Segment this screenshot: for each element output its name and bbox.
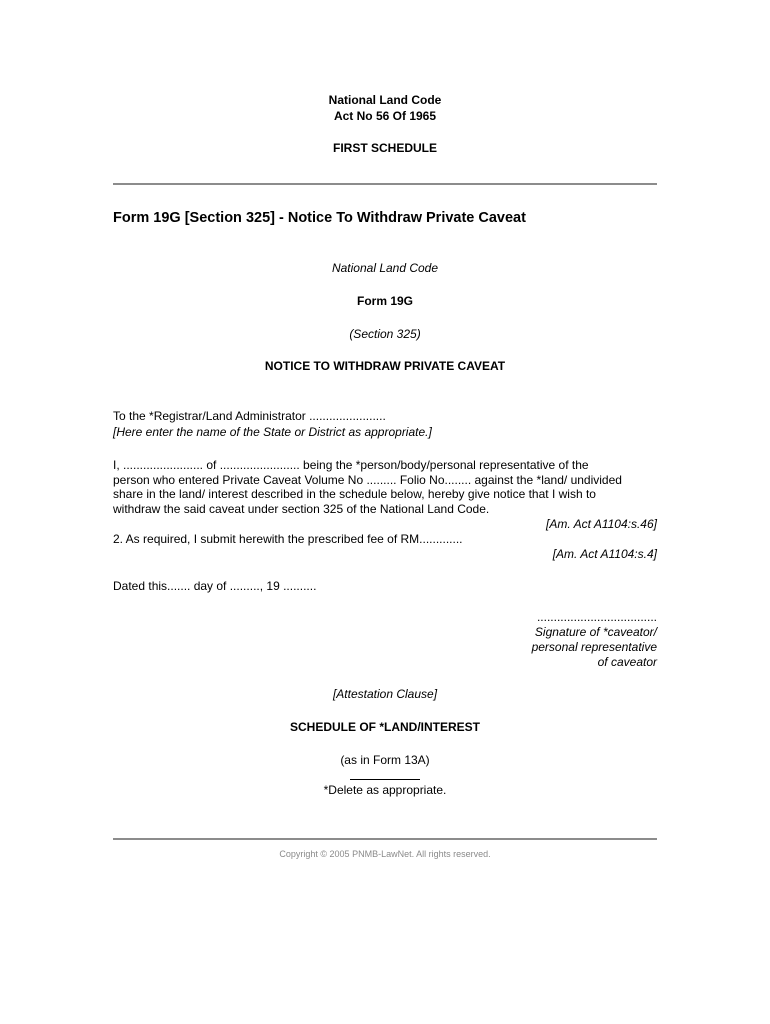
dated-line: Dated this....... day of ........., 19 ..........	[113, 579, 317, 593]
delete-note: *Delete as appropriate.	[323, 783, 447, 797]
paragraph-1-line: share in the land/ interest described in the schedule below, hereby give notice that I wish to	[113, 487, 596, 502]
paragraph-1-line: person who entered Private Caveat Volume No ......... Folio No........ against the *land/ undivided	[113, 472, 622, 487]
note-divider	[350, 779, 420, 780]
amendment-note-1: [Am. Act A1104:s.46]	[546, 517, 657, 531]
act-number: Act No 56 Of 1965	[333, 109, 437, 123]
copyright-notice: Copyright © 2005 PNMB-LawNet. All rights reserved.	[279, 849, 491, 859]
schedule-label: FIRST SCHEDULE	[332, 141, 437, 155]
act-title: National Land Code	[328, 93, 442, 107]
section-ref: (Section 325)	[349, 327, 421, 341]
notice-title: NOTICE TO WITHDRAW PRIVATE CAVEAT	[264, 359, 506, 373]
addressee-note: [Here enter the name of the State or District as appropriate.]	[113, 425, 432, 439]
signature-dots: ....................................	[536, 610, 657, 624]
code-name: National Land Code	[331, 261, 439, 275]
schedule-reference: (as in Form 13A)	[340, 753, 430, 767]
addressee-line: To the *Registrar/Land Administrator .......................	[113, 409, 386, 423]
signature-label: Signature of *caveator/	[534, 625, 657, 639]
form-number: Form 19G	[356, 294, 413, 308]
form-heading: Form 19G [Section 325] - Notice To Withdraw Private Caveat	[113, 210, 526, 226]
schedule-title: SCHEDULE OF *LAND/INTEREST	[289, 720, 480, 734]
paragraph-1	[113, 458, 657, 516]
signature-label: of caveator	[597, 655, 657, 669]
amendment-note-2: [Am. Act A1104:s.4]	[552, 547, 657, 561]
paragraph-1-line: withdraw the said caveat under section 325 of the National Land Code.	[113, 501, 490, 516]
paragraph-1-line: I, ........................ of ........................ being the *person/body/personal representative of the	[113, 458, 589, 472]
paragraph-2: 2. As required, I submit herewith the prescribed fee of RM.............	[113, 532, 463, 546]
attestation-clause: [Attestation Clause]	[332, 687, 438, 701]
signature-label: personal representative	[531, 640, 657, 654]
footer-divider	[113, 838, 657, 840]
header-divider	[113, 183, 657, 185]
